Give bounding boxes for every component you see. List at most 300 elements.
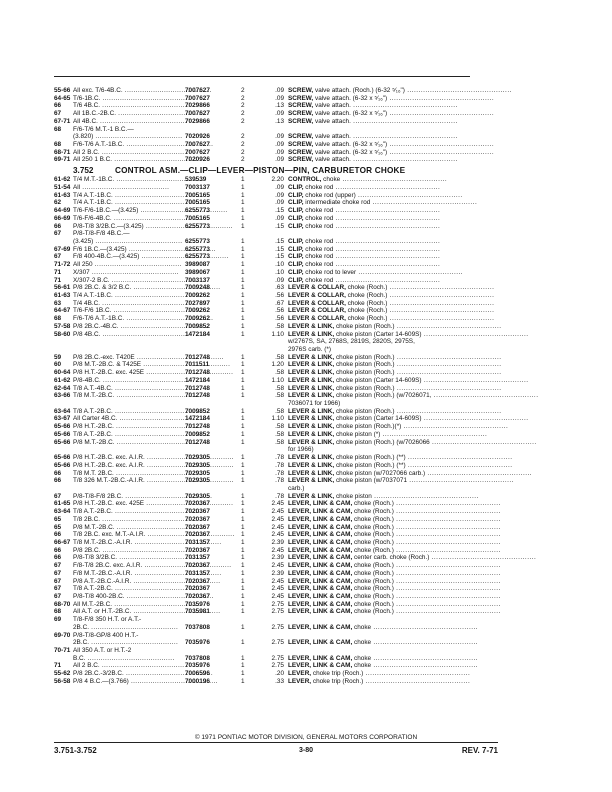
table-row — [54, 307, 495, 315]
table-row — [54, 655, 484, 663]
part-detail: choke rod — [305, 245, 334, 253]
leader-dots: .............................................. — [350, 133, 458, 141]
leader-dots: .............................................. — [387, 299, 495, 307]
description — [288, 148, 495, 157]
model-years: 66 — [54, 102, 62, 110]
price: .78 — [275, 469, 284, 477]
part-number: 7029305 — [185, 492, 210, 500]
part-name: LEVER, LINK & CAM, — [288, 608, 353, 616]
leader-dots: .............................................. — [393, 562, 501, 570]
part-number: 7007627 — [185, 141, 210, 149]
part-name: LEVER & LINK, — [288, 330, 335, 338]
table-row — [54, 477, 514, 485]
model-years: 63-66 — [54, 392, 71, 400]
part-name: LEVER & LINK, — [288, 369, 335, 377]
table-row — [54, 600, 501, 609]
part-detail: choke rod — [305, 253, 334, 261]
part-name: LEVER, LINK & CAM, — [288, 500, 353, 508]
price: .09 — [275, 148, 284, 156]
description — [288, 261, 484, 269]
part-number: 7037808 — [185, 623, 210, 631]
part-detail: choke (Roch.) — [354, 538, 394, 546]
part-detail: choke piston (Roch.) — [335, 322, 395, 330]
model-years: 69-70 — [54, 631, 71, 639]
model-years: 64-67 — [54, 307, 71, 315]
description — [288, 538, 501, 547]
part-detail: choke — [354, 639, 372, 647]
leader-dots: .............................................. — [387, 94, 495, 102]
part-name: CLIP, — [288, 237, 304, 245]
table-row — [54, 369, 502, 377]
application: P/8 A.T.-2B.C.-A.I.R. ..... — [73, 578, 216, 586]
description — [288, 678, 484, 686]
price: 2.39 — [271, 554, 284, 562]
table-row — [54, 110, 495, 118]
part-detail: valve attach. (6-32 x ⁵⁄₁₆") — [315, 148, 388, 156]
description — [288, 430, 488, 439]
leader-dots: .............................................. — [394, 384, 502, 392]
part-name: LEVER, LINK & CAM, — [288, 600, 353, 608]
part-number: 7029866 — [185, 117, 210, 125]
application: All 4B.C. ..... — [73, 118, 216, 126]
table-row — [54, 632, 484, 640]
price: 1.10 — [271, 376, 284, 384]
quantity: 1 — [241, 299, 245, 307]
part-name: LEVER, LINK & CAM, — [288, 523, 353, 531]
table-row — [54, 215, 484, 223]
application: T/4 A.T.-1B.C. ..... — [73, 199, 216, 207]
part-number: 7035976 — [185, 662, 210, 670]
part-detail: choke piston (*) — [335, 430, 381, 438]
quantity: 1 — [241, 330, 245, 338]
price: 2.39 — [271, 569, 284, 577]
leader-dots: .............................................. — [355, 191, 463, 199]
model-years: 56-58 — [54, 677, 71, 685]
part-number: 7020367 — [185, 531, 210, 539]
description — [288, 639, 484, 647]
price: .09 — [275, 87, 284, 94]
revision-date: REV. 7-71 — [461, 746, 498, 755]
part-detail: w/2767S, SA, 2768S, 2819S, 2820S, 2975S, — [288, 338, 415, 346]
part-name: LEVER, LINK & CAM, — [288, 585, 353, 593]
part-number: 6255773 — [185, 245, 210, 253]
quantity: 2 — [241, 133, 245, 141]
table-row — [54, 508, 501, 516]
quantity: 1 — [241, 415, 245, 423]
table-row — [54, 461, 513, 470]
leader-dots: .............................................. — [393, 593, 501, 600]
leader-dots: .............................................. — [393, 523, 501, 531]
description — [288, 141, 495, 149]
table-row — [54, 647, 484, 655]
price: .78 — [275, 477, 284, 485]
price: .58 — [275, 438, 284, 446]
quantity: 1 — [241, 237, 245, 245]
part-number: 1472184 — [185, 415, 210, 423]
application: All 250 1 B.C. ..... — [73, 156, 216, 164]
part-detail: choke trip (Roch.) — [312, 670, 364, 678]
application: T/8 2B.C. ..... — [73, 516, 216, 524]
leader-dots: .............................................. — [393, 531, 501, 539]
model-years: 67 — [54, 253, 62, 261]
leader-dots: .............................................. — [431, 392, 539, 400]
quantity: 1 — [241, 562, 245, 570]
model-years: 63-64 — [54, 407, 71, 415]
table-row — [54, 192, 484, 200]
table-row — [54, 126, 484, 134]
leader-dots: .............................................. — [393, 569, 501, 577]
part-number: 6255773 — [185, 253, 210, 261]
application: T/4 M.T.-1B.C. ..... — [73, 176, 216, 184]
part-name: LEVER & LINK, — [288, 361, 335, 369]
description — [288, 291, 495, 300]
part-number: 7012748 — [185, 353, 210, 361]
part-name: LEVER, LINK & CAM, — [288, 554, 353, 562]
leader-dots: .............................................. — [371, 654, 479, 662]
model-years: 66 — [54, 477, 62, 485]
quantity: 1 — [241, 654, 245, 662]
leader-dots: .............................................. — [363, 677, 471, 685]
part-name: SCREW, — [288, 156, 314, 164]
quantity: 1 — [241, 515, 245, 523]
table-row — [54, 423, 509, 431]
part-detail: valve attach. (6-32 x ⁵⁄₁₆") — [315, 110, 388, 118]
price: 2.45 — [271, 546, 284, 554]
part-name: LEVER & LINK, — [288, 392, 335, 400]
leader-dots: .............................................. — [333, 245, 441, 253]
application: 2B.C. ..... — [73, 639, 216, 647]
price: .09 — [275, 141, 284, 149]
part-detail: valve attach. — [315, 117, 351, 125]
model-years: 66 — [54, 546, 62, 554]
table-row — [54, 538, 501, 547]
description — [288, 407, 502, 416]
part-detail: choke piston (Roch.)(*) — [335, 423, 402, 431]
price: 2.45 — [271, 577, 284, 585]
quantity: 1 — [241, 469, 245, 477]
leader-dots: .............................................. — [387, 315, 495, 323]
table-row — [54, 199, 484, 207]
quantity: 2 — [241, 87, 245, 94]
table-row — [54, 523, 501, 532]
model-years: 65 — [54, 515, 62, 523]
part-detail: choke piston (Roch.) — [335, 353, 395, 361]
part-detail: choke rod (upper) — [305, 191, 356, 199]
part-number: 7020367 — [185, 500, 210, 508]
part-number: 7012748 — [185, 423, 210, 431]
price: 2.75 — [271, 623, 284, 631]
application: T/6-1B.C. ..... — [73, 95, 216, 103]
application: P/8-T/8 3/2B.C.—(3.425) ..... — [73, 223, 216, 231]
leader-dots: .............................................. — [429, 554, 537, 562]
top-rule — [54, 76, 470, 77]
description — [288, 562, 501, 570]
part-detail: choke (Roch.) — [354, 608, 394, 616]
part-name: LEVER, LINK & CAM, — [288, 662, 353, 670]
application: P/8 H.T.-2B.C. exc. 425E ..... — [73, 500, 216, 508]
part-detail: choke rod — [305, 207, 334, 215]
application: T/8 M.T.-2B.C. ..... — [73, 392, 216, 400]
part-number: 7005165 — [185, 214, 210, 222]
part-number: 7020367 — [185, 546, 210, 554]
application: F/8-T/8 2B.C. exc. A.I.R. ..... — [73, 562, 216, 570]
quantity: 1 — [241, 214, 245, 222]
part-detail: choke (Roch.) — [354, 600, 394, 608]
quantity: 1 — [241, 523, 245, 531]
price: .56 — [275, 307, 284, 315]
part-number: 7012748 — [185, 369, 210, 377]
application: F/8 M.T.-2B.C.-A.I.R. ..... — [73, 570, 216, 578]
leader-dots: .............................................. — [333, 222, 441, 230]
application: F/6-T/6 A.T.-1B.C. ..... — [73, 315, 216, 323]
part-number: 7037808 — [185, 654, 210, 662]
part-number: 7031357 — [185, 569, 210, 577]
part-detail: choke rod to lever — [305, 268, 357, 276]
section-header — [54, 165, 484, 176]
application: T/6-F/6-1B.C.—(3.425) ..... — [73, 207, 216, 215]
description — [288, 118, 484, 126]
table-row — [54, 678, 484, 686]
table-row — [54, 315, 495, 323]
part-name: LEVER & LINK, — [288, 384, 335, 392]
part-number: 7007627 — [185, 94, 210, 102]
quantity: 1 — [241, 538, 245, 546]
model-years: 66-69 — [54, 214, 71, 222]
table-row — [54, 94, 495, 103]
quantity: 1 — [241, 207, 245, 215]
part-number: 7020367 — [185, 523, 210, 531]
model-years: 64-69 — [54, 207, 71, 215]
model-years: 67 — [54, 492, 62, 500]
part-detail: choke piston (w/7037071 — [335, 477, 408, 485]
section-number: 3.752 — [73, 166, 94, 176]
description — [288, 353, 502, 362]
price: 2.45 — [271, 515, 284, 523]
price: .10 — [275, 268, 284, 276]
model-years: 64-65 — [54, 94, 71, 102]
part-number: 7009248 — [185, 284, 210, 292]
leader-dots: .............................................. — [393, 546, 501, 554]
price: .67 — [275, 299, 284, 307]
part-name: SCREW, — [288, 87, 314, 94]
part-detail: choke (Roch.) — [354, 562, 394, 570]
part-name: CLIP, — [288, 261, 304, 269]
quantity: 1 — [241, 261, 245, 269]
table-row — [54, 230, 484, 238]
part-name: LEVER, LINK & CAM, — [288, 593, 353, 600]
model-years: 67 — [54, 230, 62, 238]
part-number: 3989067 — [185, 268, 210, 276]
leader-dots: .............................................. — [350, 102, 458, 110]
table-row — [54, 223, 484, 231]
application: P/8-T/8 3/2B.C. ..... — [73, 554, 216, 562]
part-detail: choke piston (Roch.) (**) — [335, 461, 406, 469]
part-detail: choke (Roch.) — [354, 500, 394, 508]
description — [288, 110, 495, 118]
quantity: 1 — [241, 376, 245, 384]
part-detail: choke (Roch.) — [354, 531, 394, 539]
quantity: 1 — [241, 284, 245, 292]
price: .15 — [275, 207, 284, 215]
application: T/8 M.T. 2B.C. ..... — [73, 470, 216, 478]
part-detail: choke (Roch.) — [347, 299, 388, 307]
quantity: 1 — [241, 369, 245, 377]
model-years: 66 — [54, 554, 62, 562]
leader-dots: .............................................. — [425, 469, 533, 477]
table-row — [54, 430, 488, 439]
leader-dots: .............................................. — [404, 87, 512, 94]
description — [288, 500, 501, 508]
part-name: LEVER & LINK, — [288, 461, 335, 469]
part-number: 7006596 — [185, 670, 210, 678]
description — [288, 508, 501, 516]
part-name: SCREW, — [288, 102, 314, 110]
part-name: CLIP, — [288, 245, 304, 253]
part-number: 7020367 — [185, 515, 210, 523]
quantity: 1 — [241, 600, 245, 608]
table-row — [54, 515, 501, 524]
part-name: CLIP, — [288, 222, 304, 230]
application: P/8 2B.C. & 3/2 B.C. ..... — [73, 284, 216, 292]
quantity: 1 — [241, 361, 245, 369]
price: .33 — [275, 677, 284, 685]
leader-dots: .............................................. — [393, 515, 501, 523]
section-title: CONTROL ASM.—CLIP—LEVER—PISTON—PIN, CARBURETOR CHOKE — [115, 166, 406, 176]
part-name: CLIP, — [288, 207, 304, 215]
leader-dots: .............................................. — [350, 156, 458, 164]
table-row — [54, 238, 484, 246]
leader-dots: .............................................. — [333, 237, 441, 245]
price: .09 — [275, 199, 284, 207]
part-detail: choke rod — [305, 276, 334, 284]
table-row — [54, 577, 501, 586]
application: (3.425) ..... — [73, 238, 216, 246]
price: .63 — [275, 284, 284, 292]
application: P/8 H.T.-2B.C. exc. A.I.R. ..... — [73, 462, 216, 470]
footer-rule — [54, 742, 498, 743]
model-years: 65-66 — [54, 461, 71, 469]
price: .56 — [275, 291, 284, 299]
table-row — [54, 593, 501, 601]
leader-dots: .............................................. — [333, 207, 441, 215]
price: .56 — [275, 315, 284, 323]
part-detail: valve attach. — [315, 156, 351, 164]
description — [288, 608, 501, 616]
copyright-line: © 1971 PONTIAC MOTOR DIVISION, GENERAL MOTORS CORPORATION — [0, 734, 612, 741]
quantity: 1 — [241, 585, 245, 593]
part-name: LEVER & LINK, — [288, 376, 335, 384]
table-row — [54, 322, 502, 331]
part-detail: choke (Roch.) — [354, 515, 394, 523]
description — [288, 192, 484, 200]
part-number: 7020367 — [185, 585, 210, 593]
leader-dots: .............................................. — [387, 148, 495, 156]
table-row — [54, 102, 484, 110]
table-row — [54, 156, 484, 164]
part-name: LEVER & LINK, — [288, 454, 335, 462]
description — [288, 307, 495, 315]
description — [288, 569, 501, 578]
part-detail: choke piston (Roch.) (w/7026071, — [335, 392, 432, 400]
price: .58 — [275, 322, 284, 330]
part-detail: choke (Roch.) — [354, 546, 394, 554]
model-years: 67 — [54, 577, 62, 585]
part-detail: choke rod — [305, 237, 334, 245]
part-detail: choke piston (Roch.) — [335, 369, 395, 377]
table-row — [54, 361, 502, 369]
application: T/8 A.T.-2B.C. ..... — [73, 408, 216, 416]
description — [288, 238, 484, 246]
price: 2.45 — [271, 523, 284, 531]
leader-dots: .............................................. — [333, 253, 441, 261]
model-years: 68 — [54, 141, 62, 149]
part-detail: choke piston (Roch.) (w/7026066 — [335, 438, 430, 446]
part-number: 1472184 — [185, 330, 210, 338]
part-detail: for 1966) — [288, 446, 314, 454]
model-years: 61-63 — [54, 291, 71, 299]
description — [288, 585, 501, 593]
description — [288, 624, 484, 632]
description — [288, 392, 539, 400]
quantity: 1 — [241, 315, 245, 323]
description — [288, 477, 514, 485]
quantity: 1 — [241, 639, 245, 647]
leader-dots: .............................................. — [393, 538, 501, 546]
part-detail: choke rod — [305, 261, 334, 269]
model-years: 67-71 — [54, 117, 71, 125]
part-name: SCREW, — [288, 94, 314, 102]
quantity: 1 — [241, 276, 245, 284]
description — [288, 269, 484, 277]
leader-dots: .............................................. — [333, 183, 441, 191]
leader-dots: .............................................. — [421, 376, 529, 384]
part-name: LEVER & LINK, — [288, 423, 335, 431]
part-name: LEVER, — [288, 670, 312, 678]
part-name: CLIP, — [288, 253, 304, 261]
table-row — [54, 176, 484, 184]
description — [288, 400, 484, 408]
description — [288, 493, 484, 501]
part-name: CLIP, — [288, 199, 304, 207]
part-detail: choke rod — [305, 183, 334, 191]
price: .09 — [275, 276, 284, 284]
application: B.C. ..... — [73, 655, 216, 663]
model-years: 67 — [54, 569, 62, 577]
table-row — [54, 392, 539, 400]
price: .09 — [275, 110, 284, 118]
table-row — [54, 446, 484, 454]
price: .78 — [275, 454, 284, 462]
model-years: 60 — [54, 361, 62, 369]
leader-dots: .............................................. — [394, 361, 502, 369]
part-name: CONTROL, — [288, 176, 322, 184]
description — [288, 461, 513, 470]
description — [288, 215, 484, 223]
table-row — [54, 330, 529, 339]
price: .09 — [275, 214, 284, 222]
part-number: 7029305 — [185, 477, 210, 485]
price: .58 — [275, 392, 284, 400]
description — [288, 670, 484, 678]
model-years: 69-71 — [54, 156, 71, 164]
quantity: 2 — [241, 110, 245, 118]
quantity: 1 — [241, 677, 245, 685]
part-name: LEVER & LINK, — [288, 438, 335, 446]
leader-dots: .............................................. — [393, 600, 501, 608]
part-number: 1472184 — [185, 376, 210, 384]
part-detail: choke — [323, 176, 341, 184]
part-number: 7005165 — [185, 199, 210, 207]
